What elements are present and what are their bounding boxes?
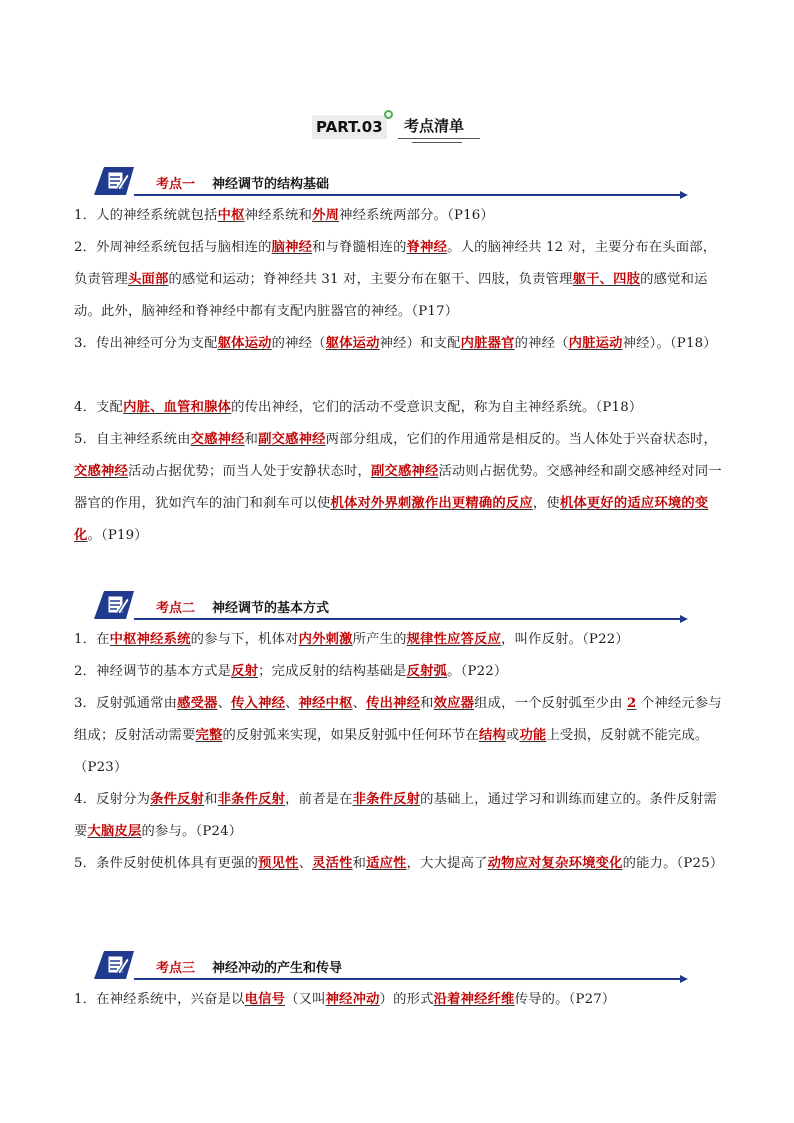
text-run: ，叫作反射。（P22） — [501, 632, 629, 647]
text-run: 神经）。（P18） — [622, 336, 717, 351]
highlight-term: 躯体运动 — [217, 336, 272, 351]
section-rule — [134, 194, 682, 196]
list-item — [74, 328, 726, 360]
highlight-term: 非条件反射 — [217, 792, 286, 807]
text-run: 、 — [352, 696, 367, 711]
text-run: 神经系统两部分。（P16） — [339, 208, 494, 223]
text-run: 的参与。（P24） — [141, 824, 243, 839]
list-item — [74, 848, 726, 880]
text-run: ，前者是在 — [285, 792, 353, 807]
highlight-term: 适应性 — [366, 856, 407, 871]
highlight-term: 预见性 — [258, 856, 299, 871]
highlight-term: 中枢神经系统 — [109, 632, 191, 647]
text-run: 的基础上，通过学习和训练而建立的。条件反射需要 — [74, 792, 718, 839]
list-item — [74, 624, 726, 656]
list-item — [74, 688, 726, 784]
highlight-term: 结构 — [478, 728, 506, 743]
text-run: 和 — [244, 432, 259, 447]
text-run: 的感觉和运动；脊神经共 31 对，主要分布在躯干、四肢，负责管理 — [168, 272, 573, 287]
page-title — [0, 112, 794, 142]
section-title: 神经冲动的产生和传导 — [212, 961, 343, 976]
list-item — [74, 784, 726, 848]
section-label: 考点三 — [156, 961, 196, 976]
highlight-term: 完整 — [195, 728, 223, 743]
paragraph — [74, 688, 726, 784]
page-heading: 考点清单 — [404, 117, 465, 135]
section-title: 神经调节的结构基础 — [212, 177, 330, 192]
list-item — [74, 424, 726, 552]
list-item — [74, 656, 726, 688]
highlight-term: 非条件反射 — [352, 792, 421, 807]
text-run: 4．支配 — [74, 400, 124, 415]
part-tag: PART.03 — [312, 115, 387, 139]
section-header-2 — [74, 590, 684, 622]
text-run: 4．反射分为 — [74, 792, 151, 807]
highlight-term: 动物应对复杂环境变化 — [487, 856, 623, 871]
list-item — [74, 392, 726, 424]
text-run: 或 — [505, 728, 520, 743]
highlight-term: 副交感神经 — [258, 432, 326, 447]
highlight-term: 神经冲动 — [325, 992, 380, 1007]
list-item — [74, 232, 726, 328]
title-underline — [398, 138, 480, 139]
highlight-term: 内脏、血管和腺体 — [123, 400, 232, 415]
highlight-term: 头面部 — [128, 272, 169, 287]
section-rule — [134, 618, 682, 620]
highlight-term: 机体对外界刺激作出更精确的反应 — [330, 496, 533, 511]
highlight-term: 机体更好的适应环境的变化 — [74, 496, 709, 543]
highlight-term: 灵活性 — [312, 856, 353, 871]
highlight-term: 脑神经 — [271, 240, 313, 255]
text-run: 神经）和支配 — [379, 336, 461, 351]
text-run: 的反射弧来实现，如果反射弧中任何环节在 — [222, 728, 479, 743]
highlight-term: 中枢 — [217, 208, 245, 223]
text-run: ）的形式 — [379, 992, 434, 1007]
text-run: 的传出神经，它们的活动不受意识支配，称为自主神经系统。（P18） — [231, 400, 643, 415]
arrow-icon — [680, 975, 688, 983]
text-run: 。（P22） — [447, 664, 508, 679]
list-item — [74, 984, 726, 1016]
list-item — [74, 200, 726, 232]
section-header-3 — [74, 950, 684, 982]
paragraph — [74, 784, 726, 848]
title-underline-short — [412, 142, 462, 143]
text-run: 上受损，反射就不能完成。（P23） — [74, 728, 709, 775]
text-run: 两部分组成，它们的作用通常是相反的。当人体处于兴奋状态时， — [325, 432, 718, 447]
text-run: 个神经元参与组成；反射活动需要 — [74, 696, 722, 743]
paragraph — [74, 328, 726, 360]
text-run: ，使 — [532, 496, 560, 511]
section-header-1 — [74, 166, 684, 198]
ring-icon — [384, 110, 393, 119]
highlight-term: 反射 — [231, 664, 259, 679]
arrow-icon — [680, 615, 688, 623]
section-label: 考点二 — [156, 601, 196, 616]
highlight-term: 躯干、四肢 — [572, 272, 641, 287]
text-run: 。人的脑神经共 12 对，主要分布在头面部，负责管理 — [74, 240, 717, 287]
section-label: 考点一 — [156, 177, 196, 192]
text-run: 和 — [352, 856, 367, 871]
text-run: 神经系统和 — [244, 208, 313, 223]
paragraph — [74, 200, 726, 232]
text-run: 的参与下，机体对 — [190, 632, 299, 647]
highlight-term: 传出神经 — [366, 696, 421, 711]
paragraph — [74, 624, 726, 656]
paragraph — [74, 984, 726, 1016]
highlight-term: 沿着神经纤维 — [433, 992, 515, 1007]
text-run: 、 — [285, 696, 299, 711]
highlight-term: 副交感神经 — [370, 464, 439, 479]
highlight-term: 传入神经 — [231, 696, 286, 711]
text-run: ，大大提高了 — [406, 856, 488, 871]
text-run: 1．在 — [74, 632, 110, 647]
text-run: 1．人的神经系统就包括 — [74, 208, 218, 223]
text-run: 1．在神经系统中，兴奋是以 — [74, 992, 245, 1007]
highlight-term: 大脑皮层 — [87, 824, 142, 839]
text-run: 活动则占据优势。交感神经和副交感神经对同一器官的作用，犹如汽车的油门和刹车可以使 — [74, 464, 722, 511]
text-run: 2．外周神经系统包括与脑相连的 — [74, 240, 272, 255]
highlight-term: 效应器 — [433, 696, 475, 711]
text-run: 2．神经调节的基本方式是 — [74, 664, 232, 679]
section-title: 神经调节的基本方式 — [212, 601, 330, 616]
highlight-term: 外周 — [312, 208, 340, 223]
arrow-icon — [680, 191, 688, 199]
text-run: 传导的。（P27） — [514, 992, 616, 1007]
text-run: 的神经（ — [514, 336, 569, 351]
highlight-term: 电信号 — [244, 992, 286, 1007]
paragraph — [74, 392, 726, 424]
highlight-term: 条件反射 — [150, 792, 205, 807]
text-run: 和 — [204, 792, 218, 807]
text-run: 所产生的 — [352, 632, 407, 647]
text-run: 组成，一个反射弧至少由 — [474, 696, 628, 711]
text-run: 和与脊髓相连的 — [312, 240, 407, 255]
highlight-term: 脊神经 — [406, 240, 448, 255]
text-run: 3．反射弧通常由 — [74, 696, 178, 711]
section-rule — [134, 978, 682, 980]
paragraph — [74, 848, 726, 880]
notepad-icon — [94, 166, 134, 196]
text-run: 5．自主神经系统由 — [74, 432, 191, 447]
notepad-icon — [94, 590, 134, 620]
text-run: 、 — [298, 856, 313, 871]
highlight-term: 内脏器官 — [460, 336, 515, 351]
text-run: 的能力。（P25） — [622, 856, 724, 871]
text-run: （又叫 — [285, 992, 326, 1007]
highlight-term: 2 — [627, 696, 637, 711]
notepad-icon — [94, 950, 134, 980]
text-run: 的感觉和运动。此外，脑神经和脊神经中都有支配内脏器官的神经。（P17） — [74, 272, 708, 319]
text-run: 的神经（ — [271, 336, 326, 351]
paragraph — [74, 232, 726, 328]
highlight-term: 规律性应答反应 — [406, 632, 502, 647]
text-run: 、 — [217, 696, 232, 711]
highlight-term: 内脏运动 — [568, 336, 623, 351]
text-run: ；完成反射的结构基础是 — [258, 664, 407, 679]
highlight-term: 躯体运动 — [325, 336, 380, 351]
text-run: 和 — [420, 696, 434, 711]
text-run: 5．条件反射使机体具有更强的 — [74, 856, 259, 871]
highlight-term: 反射弧 — [406, 664, 448, 679]
text-run: 活动占据优势；而当人处于安静状态时， — [128, 464, 371, 479]
highlight-term: 交感神经 — [190, 432, 245, 447]
highlight-term: 神经中枢 — [298, 696, 353, 711]
paragraph — [74, 424, 726, 552]
paragraph — [74, 656, 726, 688]
text-run: 。（P19） — [87, 528, 148, 543]
text-run: 3．传出神经可分为支配 — [74, 336, 218, 351]
highlight-term: 感受器 — [177, 696, 218, 711]
highlight-term: 内外刺激 — [298, 632, 353, 647]
highlight-term: 交感神经 — [74, 464, 128, 479]
highlight-term: 功能 — [519, 728, 547, 743]
